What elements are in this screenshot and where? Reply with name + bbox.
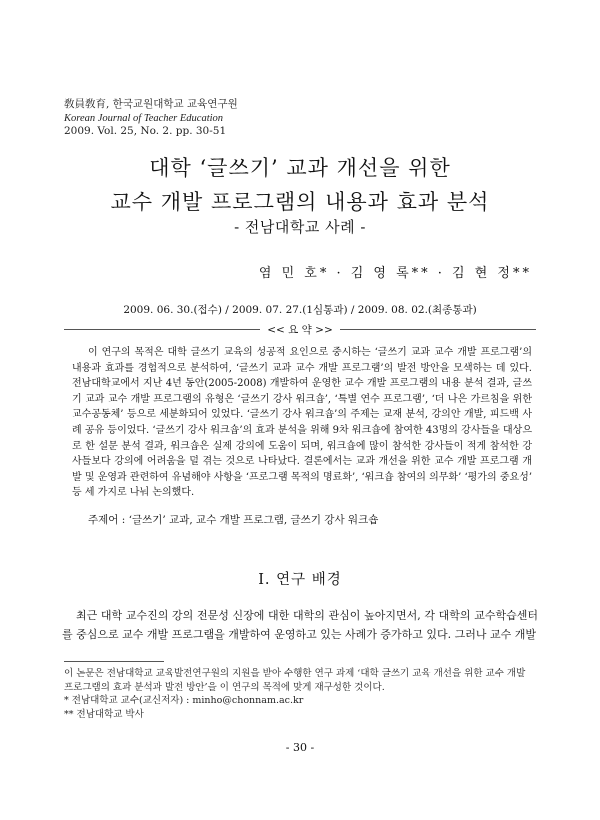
footnotes bbox=[64, 667, 536, 721]
paper-subtitle: - 전남대학교 사례 - bbox=[234, 218, 366, 236]
footnote-author-2: ** 전남대학교 박사 bbox=[64, 708, 144, 720]
footnote-divider bbox=[64, 661, 164, 662]
journal-volume: 2009. Vol. 25, No. 2. pp. 30-51 bbox=[64, 125, 227, 137]
page-number: - 30 - bbox=[285, 741, 315, 754]
paper-title-line-1: 대학 ‘글쓰기’ 교과 개선을 위한 bbox=[149, 156, 451, 180]
section-body-text: 최근 대학 교수진의 강의 전문성 신장에 대한 대학의 관심이 높아지면서, 각 대학의 교수학습센터를 중심으로 교수 개발 프로그램을 개발하여 운영하고 있는 사례가 증가하고 있다. 그러나 교수 개발 bbox=[62, 609, 538, 641]
journal-korean-name: 敎員敎育, 한국교원대학교 교육연구원 bbox=[64, 98, 238, 110]
journal-header bbox=[64, 98, 238, 139]
abstract-heading: << 요 약 >> bbox=[267, 324, 333, 336]
review-dates: 2009. 06. 30.(접수) / 2009. 07. 27.(1심통과) / 2009. 08. 02.(최종통과) bbox=[123, 304, 477, 316]
paper-title-line-2: 교수 개발 프로그램의 내용과 효과 분석 bbox=[110, 190, 490, 214]
footnote-author-1: * 전남대학교 교수(교신저자) : minho@chonnam.ac.kr bbox=[64, 695, 304, 706]
section-heading: Ⅰ. 연구 배경 bbox=[258, 572, 342, 588]
abstract-text: 이 연구의 목적은 대학 글쓰기 교육의 성공적 요인으로 중시하는 ‘글쓰기 교과 교수 개발 프로그램’의 내용과 효과를 경험적으로 분석하여, ‘글쓰기 교과 교수 개발 프로그램’의 발전 방안을 모색하는 데 있다. 전남대학교에서 지난 4년 동안(2005-2008) 개발하여 운영한 교수 개발 프로그램의 내용 분석 결과, 글쓰기 교과 교수 개발 프로그램의 유형은 ‘글쓰기 강사 워크숍’, ‘특별 연수 프로그램’, ‘더 나은 가르침을 위한 교수공동체’ 등으로 세분화되어 있었다. ‘글쓰기 강사 워크숍’의 주제는 교재 분석, 강의안 개발, 피드백 사례 공유 등이었다. ‘글쓰기 강사 워크숍’의 효과 분석을 위해 9차 워크숍에 참여한 43명의 강사들을 대상으로 한 설문 분석 결과, 워크숍은 실제 강의에 도움이 되며, 워크숍에 많이 참석한 강사들이 적게 참석한 강사들보다 강의에 어려움을 덜 겪는 것으로 나타났다. 결론에서는 교과 개선을 위한 교수 개발 프로그램 개발 및 운영과 관련하여 유념해야 사항을 ‘프로그램 목적의 명료화’, ‘워크숍 참여의 의무화’ ‘평가의 중요성’ 등 세 가지로 나눠 논의했다. bbox=[72, 347, 532, 499]
keywords: 주제어 : ‘글쓰기’ 교과, 교수 개발 프로그램, 글쓰기 강사 워크숍 bbox=[88, 514, 379, 526]
abstract-heading-row bbox=[64, 322, 536, 336]
author-list: 염 민 호* · 김 영 록** · 김 현 정** bbox=[258, 266, 532, 281]
journal-english-name: Korean Journal of Teacher Education bbox=[64, 112, 224, 124]
footnote-funding: 이 논문은 전남대학교 교육발전연구원의 지원을 받아 수행한 연구 과제 ‘대학 글쓰기 교육 개선을 위한 교수 개발 프로그램의 효과 분석과 발전 방안’을 이 연구의 목적에 맞게 재구성한 것이다. bbox=[64, 668, 526, 693]
